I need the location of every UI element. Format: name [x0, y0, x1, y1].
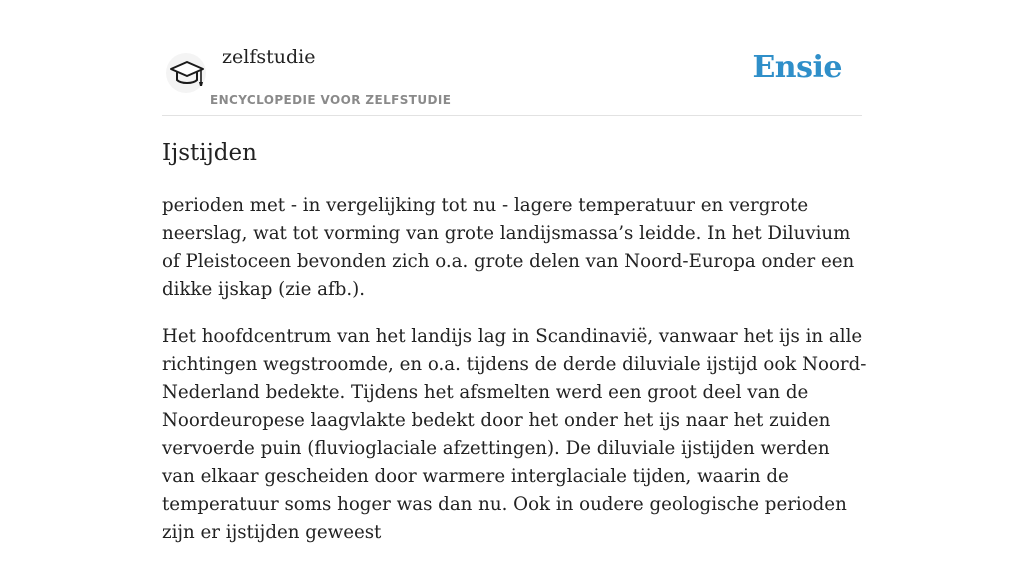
- article-paragraph: Het hoofdcentrum van het landijs lag in Scandinavië, vanwaar het ijs in alle richtingen wegstroomde, en o.a. tijdens de derde diluviale ijstijd ook Noord-Nederland bedekte. Tijdens het afsmelten werd een groot deel van de Noordeuropese laagvlakte bedekt door het onder het ijs naar het zuiden vervoerde puin (fluvioglaciale afzettingen). De diluviale ijstijden werden van elkaar gescheiden door warmere interglaciale tijden, waarin de temperatuur soms hoger was dan nu. Ook in oudere geologische perioden zijn er ijstijden geweest: [162, 326, 867, 543]
- site-name[interactable]: zelfstudie: [222, 46, 316, 68]
- graduation-cap-icon[interactable]: [166, 53, 206, 93]
- site-tagline: ENCYCLOPEDIE VOOR ZELFSTUDIE: [210, 93, 452, 107]
- site-header: [162, 40, 862, 116]
- article-body: [162, 192, 867, 566]
- page-title: Ijstijden: [162, 140, 257, 166]
- article-paragraph: perioden met - in vergelijking tot nu - lagere temperatuur en vergrote neerslag, wat tot vorming van grote landijsmassa’s leidde. In het Diluvium of Pleistoceen bevonden zich o.a. grote delen van Noord-Europa onder een dikke ijskap (zie afb.).: [162, 195, 855, 300]
- ensie-logo-link[interactable]: Ensie: [752, 50, 842, 85]
